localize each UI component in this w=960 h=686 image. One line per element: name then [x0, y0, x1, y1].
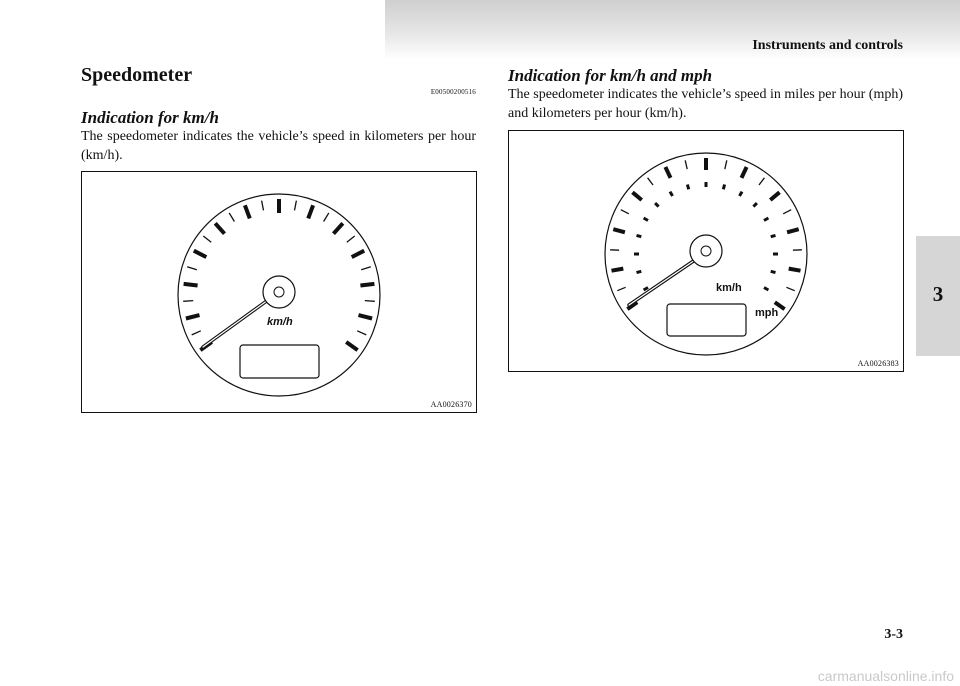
gauge-display-window — [667, 304, 746, 336]
gauge-tick — [359, 315, 373, 318]
gauge-tick — [648, 178, 653, 185]
gauge-tick — [771, 271, 776, 272]
speedometer-kmh-mph-illustration — [509, 131, 903, 371]
gauge-tick — [753, 203, 757, 207]
gauge-tick — [229, 213, 234, 222]
watermark: carmanualsonline.info — [817, 668, 954, 684]
right-paragraph: The speedometer indicates the vehicle’s speed in miles per hour (mph) and kilometers per hour (km/h). — [508, 87, 903, 121]
figure-code: AA0026370 — [430, 400, 472, 409]
gauge-tick — [360, 284, 374, 286]
gauge-tick — [365, 301, 375, 302]
gauge-tick — [783, 210, 791, 214]
page-number: 3-3 — [884, 627, 903, 642]
gauge-tick — [194, 251, 207, 257]
gauge-tick — [740, 192, 743, 196]
gauge-tick — [308, 205, 313, 218]
gauge-tick — [759, 178, 764, 185]
chapter-number: 3 — [932, 282, 944, 306]
gauge-tick — [186, 315, 200, 318]
gauge-tick — [334, 223, 343, 233]
section-title: Speedometer — [81, 64, 193, 86]
gauge-unit-label-kmh: km/h — [716, 282, 742, 294]
gauge-tick — [621, 210, 629, 214]
gauge-tick — [670, 192, 673, 196]
gauge-tick — [723, 185, 724, 190]
gauge-tick — [613, 229, 625, 232]
figure-kmh-speedometer — [81, 171, 477, 413]
gauge-tick — [192, 331, 201, 335]
gauge-tick — [617, 287, 625, 290]
chapter-tab[interactable] — [916, 236, 960, 356]
gauge-tick — [685, 160, 687, 169]
gauge-tick — [764, 288, 768, 291]
gauge-tick — [725, 160, 727, 169]
gauge-tick — [262, 201, 264, 211]
gauge-tick — [655, 203, 659, 207]
gauge-tick — [687, 185, 688, 190]
gauge-tick — [347, 236, 355, 242]
gauge-tick — [770, 192, 779, 200]
gauge-tick — [183, 301, 193, 302]
left-subheading: Indication for km/h — [81, 108, 219, 127]
right-subheading: Indication for km/h and mph — [508, 66, 713, 85]
gauge-tick — [742, 167, 747, 178]
gauge-tick — [786, 287, 794, 290]
gauge-tick — [184, 284, 198, 286]
gauge-tick — [637, 235, 642, 236]
gauge-tick — [633, 192, 642, 200]
gauge-tick — [637, 271, 642, 272]
gauge-tick-marks — [610, 158, 802, 309]
gauge-tick — [361, 267, 371, 270]
gauge-unit-label: km/h — [267, 316, 293, 328]
figure-code: AA0026383 — [857, 359, 899, 368]
gauge-tick — [346, 342, 357, 350]
gauge-tick — [771, 235, 776, 236]
speedometer-kmh-illustration — [82, 172, 476, 412]
gauge-tick — [665, 167, 670, 178]
figure-kmh-mph-speedometer — [508, 130, 904, 372]
gauge-tick — [352, 251, 365, 257]
gauge-tick — [787, 229, 799, 232]
gauge-tick — [644, 288, 648, 291]
gauge-tick — [764, 218, 768, 221]
gauge-tick — [644, 218, 648, 221]
gauge-tick — [215, 223, 224, 233]
gauge-tick — [357, 331, 366, 335]
gauge-tick — [324, 213, 329, 222]
gauge-display-window — [240, 345, 319, 378]
gauge-tick — [245, 205, 250, 218]
section-code: E00500200516 — [430, 88, 476, 96]
header-section-title: Instruments and controls — [752, 38, 903, 53]
gauge-tick — [187, 267, 197, 270]
gauge-tick — [612, 269, 624, 271]
gauge-tick — [295, 201, 297, 211]
gauge-tick — [203, 236, 211, 242]
gauge-tick — [789, 269, 801, 271]
gauge-unit-label-mph: mph — [755, 307, 779, 319]
left-paragraph: The speedometer indicates the vehicle’s speed in kilometers per hour (km/h). — [81, 129, 476, 163]
